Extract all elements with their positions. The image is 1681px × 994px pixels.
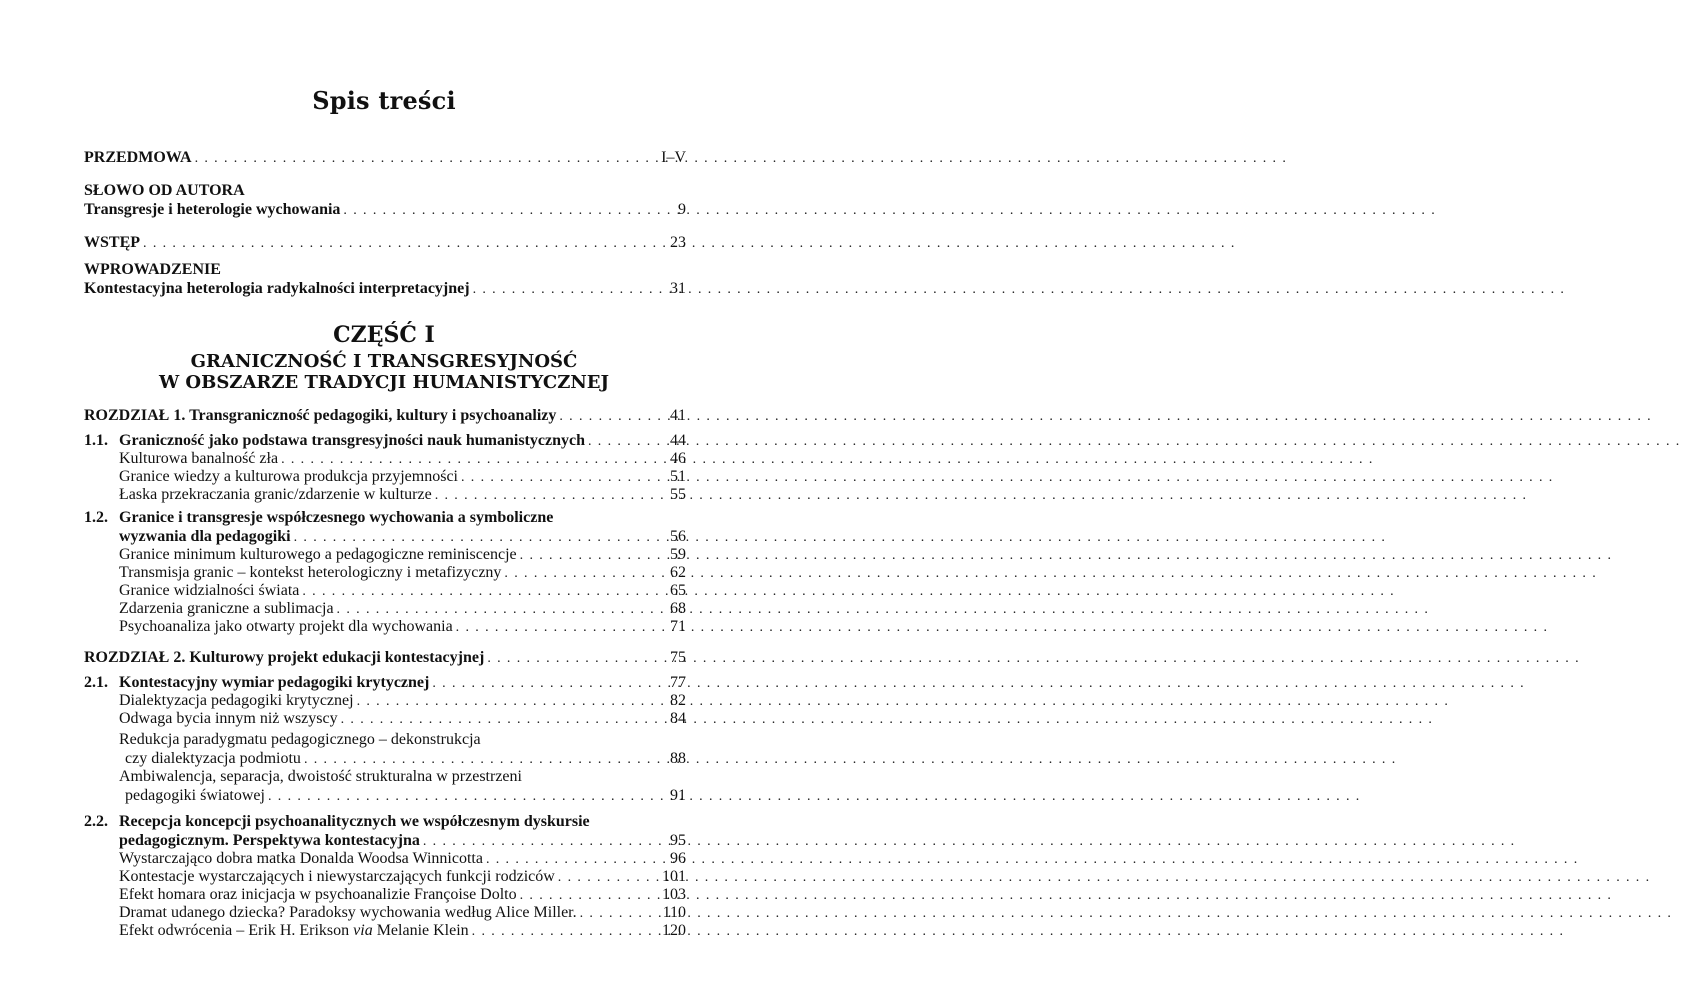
toc-item[interactable]: Dialektyzacja pedagogiki krytycznej . . . 82 [84,691,686,710]
dot-leader [337,600,647,616]
dot-leader [504,564,647,580]
page-title: Spis treści [312,86,456,115]
toc-item[interactable]: Łaska przekraczania granic/zdarzenie w kulturze . . . 55 [84,485,686,504]
part-title-line1: GRANICZNOŚĆ I TRANSGRESYJNOŚĆ [190,351,578,372]
toc-chapter-1[interactable]: ROZDZIAŁ 1. Transgraniczność pedagogiki, kultury i psychoanalizy . . . 41 [84,406,686,425]
toc-chapter-2[interactable]: ROZDZIAŁ 2. Kulturowy projekt edukacji kontestacyjnej . . . 75 [84,648,686,667]
toc-item[interactable]: Odwaga bycia innym niż wszyscy . . . 84 [84,709,686,728]
toc-section-1-2[interactable]: wyzwania dla pedagogiki . . . 56 [84,527,686,546]
toc-section-1-2-line1[interactable]: 1.2. Granice i transgresje współczesnego wychowania a symboliczne [84,509,554,526]
toc-item[interactable]: Psychoanaliza jako otwarty projekt dla wychowania . . . 71 [84,617,686,636]
part-label: CZĘŚĆ I [333,322,435,348]
dot-leader [472,922,647,938]
toc-item[interactable]: Dramat udanego dziecka? Paradoksy wychowania według Alice Miller. . . . 110 [84,903,686,922]
toc-section-2-2[interactable]: pedagogicznym. Perspektywa kontestacyjna . . . 95 [84,831,686,850]
toc-item[interactable]: Efekt homara oraz inicjacja w psychoanalizie Françoise Dolto . . . 103 [84,885,686,904]
dot-leader [558,868,647,884]
dot-leader [423,832,647,848]
toc-heading-wprowadzenie: WPROWADZENIE [84,261,221,278]
toc-section-2-1[interactable]: 2.1. Kontestacyjny wymiar pedagogiki krytycznej . . . 77 [84,673,686,692]
toc-item[interactable]: czy dialektyzacja podmiotu . . . 88 [84,749,686,768]
toc-section-1-1[interactable]: 1.1. Graniczność jako podstawa transgresyjności nauk humanistycznych . . . 44 [84,431,686,450]
dot-leader [302,582,647,598]
dot-leader [432,674,647,690]
dot-leader [343,201,647,217]
dot-leader [580,904,647,920]
dot-leader [559,407,647,423]
part-title-line2: W OBSZARZE TRADYCJI HUMANISTYCZNEJ [158,372,610,393]
dot-leader [520,546,647,562]
dot-leader [143,234,647,250]
toc-item[interactable]: Kulturowa banalność zła . . . 46 [84,449,686,468]
toc-page [0,0,768,994]
toc-item-line1[interactable]: Redukcja paradygmatu pedagogicznego – dekonstrukcja [119,731,481,748]
dot-leader [588,432,647,448]
toc-section-2-2-line1[interactable]: 2.2. Recepcja koncepcji psychoanalitycznych we współczesnym dyskursie [84,813,590,830]
dot-leader [341,710,647,726]
dot-leader [281,450,647,466]
dot-leader [487,649,647,665]
dot-leader [461,468,647,484]
dot-leader [268,787,647,803]
toc-item[interactable]: Kontestacje wystarczających i niewystarczających funkcji rodziców . . . 101 [84,867,686,886]
toc-entry-przedmowa[interactable]: PRZEDMOWA . . . I–V [84,148,686,167]
toc-heading-slowo: SŁOWO OD AUTORA [84,182,245,199]
toc-item[interactable]: Wystarczająco dobra matka Donalda Woodsa Winnicotta . . . 96 [84,849,686,868]
dot-leader [456,618,647,634]
dot-leader [486,850,647,866]
dot-leader [520,886,647,902]
toc-item[interactable]: Transmisja granic – kontekst heterologiczny i metafizyczny . . . 62 [84,563,686,582]
toc-entry-transgresje[interactable]: Transgresje i heterologie wychowania . . . 9 [84,200,686,219]
toc-entry-kontestacyjna[interactable]: Kontestacyjna heterologia radykalności interpretacyjnej . . . 31 [84,279,686,298]
toc-item[interactable]: Zdarzenia graniczne a sublimacja . . . 68 [84,599,686,618]
dot-leader [473,280,647,296]
toc-item[interactable]: Granice minimum kulturowego a pedagogiczne reminiscencje . . . 59 [84,545,686,564]
dot-leader [304,750,647,766]
toc-item[interactable]: Efekt odwrócenia – Erik H. Erikson via Melanie Klein . . . 120 [84,921,686,940]
dot-leader [195,149,647,165]
toc-item[interactable]: Granice widzialności świata . . . 65 [84,581,686,600]
toc-item-line1[interactable]: Ambiwalencja, separacja, dwoistość strukturalna w przestrzeni [119,768,522,785]
dot-leader [294,528,647,544]
toc-entry-wstep[interactable]: WSTĘP . . . 23 [84,233,686,252]
toc-item[interactable]: Granice wiedzy a kulturowa produkcja przyjemności . . . 51 [84,467,686,486]
toc-item[interactable]: pedagogiki światowej . . . 91 [84,786,686,805]
dot-leader [435,486,647,502]
dot-leader [357,692,647,708]
